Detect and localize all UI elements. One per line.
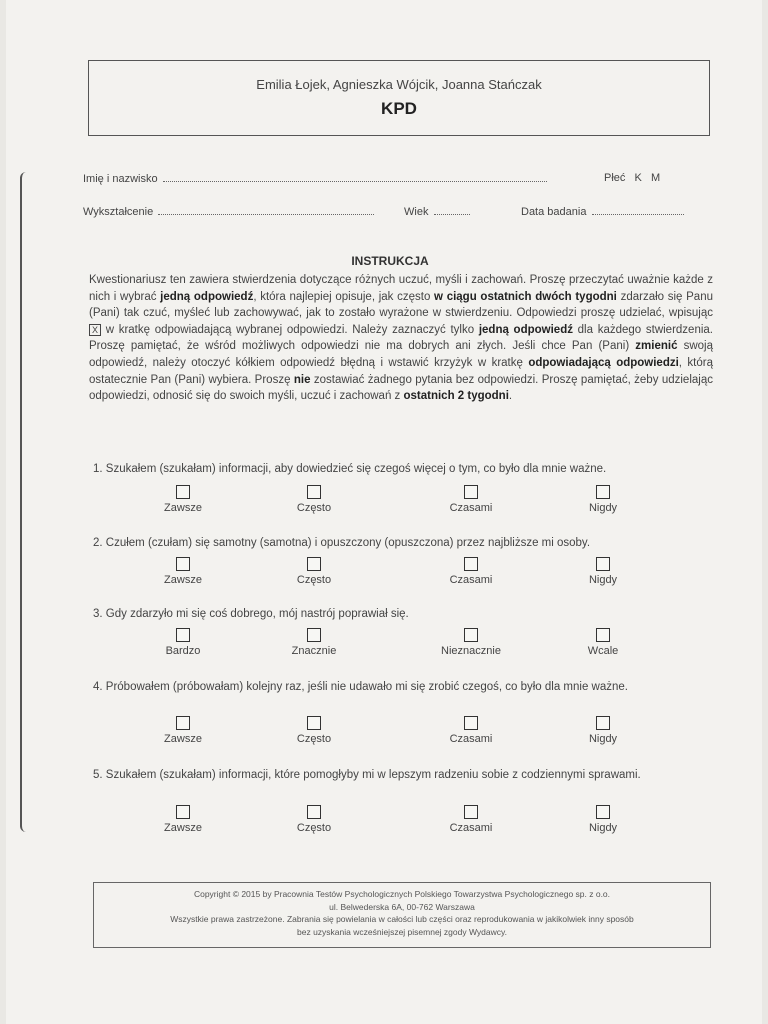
footer-line-3: Wszystkie prawa zastrzeżone. Zabrania się powielania w całości lub części oraz reprodukowania w jakikolwiek inny sposób: [170, 914, 634, 924]
sex-options[interactable]: K M: [634, 172, 661, 184]
footer-line-2: ul. Belwederska 6A, 00-762 Warszawa: [329, 901, 475, 912]
q3-option-4[interactable]: Wcale: [543, 628, 663, 657]
checkbox-icon[interactable]: [464, 716, 478, 730]
date-line[interactable]: [592, 205, 684, 215]
education-label: Wykształcenie: [83, 206, 154, 218]
copyright-footer: [93, 882, 711, 948]
age-line[interactable]: [434, 205, 470, 215]
checkbox-icon[interactable]: [176, 485, 190, 499]
age-field[interactable]: [404, 205, 470, 218]
sex-field[interactable]: [604, 172, 660, 184]
q4-option-3[interactable]: Czasami: [411, 716, 531, 745]
checkbox-icon[interactable]: [307, 805, 321, 819]
question-4: 4. Próbowałem (próbowałam) kolejny raz, jeśli nie udawało mi się zrobić czegoś, co było dla mnie ważne.: [93, 681, 628, 693]
date-field[interactable]: [521, 205, 684, 218]
name-field[interactable]: [83, 172, 547, 185]
date-label: Data badania: [521, 206, 587, 218]
q3-option-1[interactable]: Bardzo: [123, 628, 243, 657]
education-field[interactable]: [83, 205, 374, 218]
checkbox-icon[interactable]: [596, 716, 610, 730]
checkbox-icon[interactable]: [464, 628, 478, 642]
question-2: 2. Czułem (czułam) się samotny (samotna) i opuszczony (opuszczona) przez najbliższe mi osoby.: [93, 537, 591, 549]
q4-option-4[interactable]: Nigdy: [543, 716, 663, 745]
name-label: Imię i nazwisko: [83, 173, 158, 185]
name-line[interactable]: [163, 172, 547, 182]
checkbox-icon[interactable]: [307, 716, 321, 730]
footer-line-1: Copyright © 2015 by Pracownia Testów Psychologicznych Polskiego Towarzystwa Psychologicznego sp. z o.o.: [193, 889, 611, 899]
q2-option-4[interactable]: Nigdy: [543, 557, 663, 586]
q3-option-2[interactable]: Znacznie: [254, 628, 374, 657]
checkbox-icon[interactable]: [464, 485, 478, 499]
questionnaire-page: [6, 0, 762, 1024]
test-code-title: KPD: [381, 99, 417, 118]
instruction-title: INSTRUKCJA: [351, 254, 429, 268]
q1-option-1[interactable]: Zawsze: [123, 485, 243, 514]
sex-label: Płeć: [604, 172, 626, 184]
checkbox-sample-icon: X: [89, 324, 101, 336]
q5-option-1[interactable]: Zawsze: [123, 805, 243, 834]
checkbox-icon[interactable]: [307, 485, 321, 499]
q1-option-3[interactable]: Czasami: [411, 485, 531, 514]
checkbox-icon[interactable]: [596, 557, 610, 571]
q4-option-2[interactable]: Często: [254, 716, 374, 745]
question-3: 3. Gdy zdarzyło mi się coś dobrego, mój nastrój poprawiał się.: [93, 608, 409, 620]
q5-option-3[interactable]: Czasami: [411, 805, 531, 834]
question-5: 5. Szukałem (szukałam) informacji, które pomogłyby mi w lepszym radzeniu sobie z codziennymi sprawami.: [93, 769, 641, 781]
question-1: 1. Szukałem (szukałam) informacji, aby dowiedzieć się czegoś więcej o tym, co było dla mnie ważne.: [93, 463, 607, 475]
header-box: [88, 60, 710, 136]
checkbox-icon[interactable]: [176, 805, 190, 819]
q1-option-4[interactable]: Nigdy: [543, 485, 663, 514]
q5-option-4[interactable]: Nigdy: [543, 805, 663, 834]
checkbox-icon[interactable]: [176, 716, 190, 730]
checkbox-icon[interactable]: [596, 485, 610, 499]
q2-option-1[interactable]: Zawsze: [123, 557, 243, 586]
checkbox-icon[interactable]: [464, 557, 478, 571]
q3-option-3[interactable]: Nieznacznie: [411, 628, 531, 657]
education-line[interactable]: [158, 205, 374, 215]
checkbox-icon[interactable]: [176, 628, 190, 642]
footer-line-4: bez uzyskania wcześniejszej pisemnej zgody Wydawcy.: [297, 926, 507, 937]
q2-option-3[interactable]: Czasami: [411, 557, 531, 586]
checkbox-icon[interactable]: [307, 557, 321, 571]
checkbox-icon[interactable]: [596, 805, 610, 819]
q4-option-1[interactable]: Zawsze: [123, 716, 243, 745]
age-label: Wiek: [404, 206, 429, 218]
checkbox-icon[interactable]: [596, 628, 610, 642]
checkbox-icon[interactable]: [176, 557, 190, 571]
q5-option-2[interactable]: Często: [254, 805, 374, 834]
binding-edge: [20, 172, 28, 832]
q1-option-2[interactable]: Często: [254, 485, 374, 514]
checkbox-icon[interactable]: [464, 805, 478, 819]
checkbox-icon[interactable]: [307, 628, 321, 642]
q2-option-2[interactable]: Często: [254, 557, 374, 586]
authors: Emilia Łojek, Agnieszka Wójcik, Joanna Stańczak: [256, 77, 542, 92]
instruction-text: Kwestionariusz ten zawiera stwierdzenia dotyczące różnych uczuć, myśli i zachowań. Proszę przeczytać uważnie każde z nich i wybrać jedną odpowiedź, która najlepiej opisuje, jak często w ciągu ostatnich dwóch tygodni zdarzało się Panu (Pani) tak czuć, myśleć lub zachowywać, jak to zostało wyrażone w stwierdzeniu. Odpowiedzi proszę udzielać, wpisując X w kratkę odpowiadającą wybranej odpowiedzi. Należy zaznaczyć tylko jedną odpowiedź dla każdego stwierdzenia. Proszę pamiętać, że wśród możliwych odpowiedzi nie ma dobrych ani złych. Jeśli chce Pan (Pani) zmienić swoją odpowiedź, należy otoczyć kółkiem odpowiedź błędną i wstawić krzyżyk w kratkę odpowiadającą odpowiedzi, którą ostatecznie Pan (Pani) wybiera. Proszę nie zostawiać żadnego pytania bez odpowiedzi. Proszę pamiętać, żeby udzielając odpowiedzi, odnosić się do swoich myśli, uczuć i zachowań z ostatnich 2 tygodni.: [89, 274, 713, 403]
